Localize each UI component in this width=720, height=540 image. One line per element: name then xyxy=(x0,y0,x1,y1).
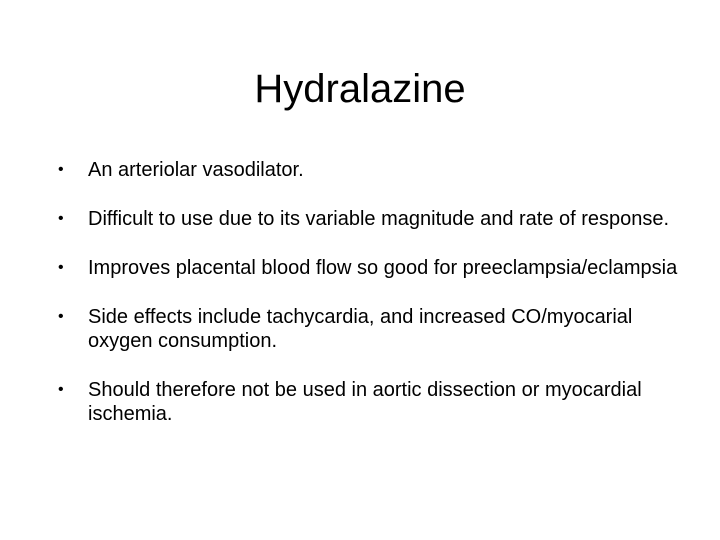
bullet-icon: • xyxy=(58,381,64,398)
bullet-icon: • xyxy=(58,210,64,227)
bullet-list xyxy=(58,158,678,451)
bullet-text: Should therefore not be used in aortic dissection or myocardial ischemia. xyxy=(88,379,642,425)
bullet-icon: • xyxy=(58,308,64,325)
bullet-item xyxy=(58,378,678,426)
bullet-item xyxy=(58,158,678,182)
bullet-text: Improves placental blood flow so good for preeclampsia/eclampsia xyxy=(88,257,678,279)
bullet-item xyxy=(58,256,678,280)
slide-title: Hydralazine xyxy=(254,67,466,111)
bullet-item xyxy=(58,207,678,231)
bullet-icon: • xyxy=(58,161,64,178)
bullet-text: Difficult to use due to its variable magnitude and rate of response. xyxy=(88,208,670,230)
bullet-icon: • xyxy=(58,259,64,276)
bullet-text: An arteriolar vasodilator. xyxy=(88,159,304,181)
bullet-item xyxy=(58,305,678,353)
bullet-text: Side effects include tachycardia, and increased CO/myocarial oxygen consumption. xyxy=(88,306,633,352)
